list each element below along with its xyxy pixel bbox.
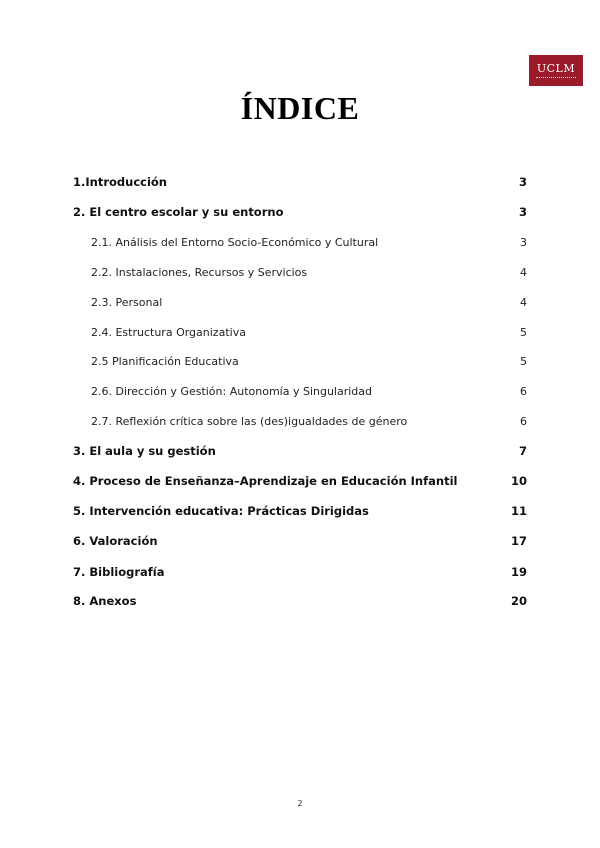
- toc-entry[interactable]: [73, 472, 527, 490]
- toc-page: 6: [520, 414, 527, 428]
- toc-page: 20: [510, 594, 527, 608]
- toc-page: 10: [510, 474, 527, 488]
- toc-label: 2.2. Instalaciones, Recursos y Servicios: [91, 265, 308, 279]
- toc-page: 7: [518, 444, 527, 458]
- toc-entry[interactable]: [73, 173, 527, 191]
- toc-entry[interactable]: [91, 382, 527, 400]
- toc-page: 19: [510, 565, 527, 579]
- toc-page: 6: [520, 384, 527, 398]
- toc-page: 5: [520, 354, 527, 368]
- toc-label: 6. Valoración: [73, 534, 158, 548]
- toc-page: 3: [518, 175, 527, 189]
- toc-label: 2.1. Análisis del Entorno Socio-Económico y Cultural: [91, 235, 379, 249]
- toc-label: 2. El centro escolar y su entorno: [73, 205, 284, 219]
- toc-label: 1.Introducción: [73, 175, 167, 189]
- toc-entry[interactable]: [91, 352, 527, 370]
- toc-page: 11: [510, 504, 527, 518]
- toc-page: 5: [520, 325, 527, 339]
- toc-label: 7. Bibliografía: [73, 565, 165, 579]
- toc-entry[interactable]: [73, 203, 527, 221]
- toc-label: 3. El aula y su gestión: [73, 444, 216, 458]
- toc-label: 2.6. Dirección y Gestión: Autonomía y Singularidad: [91, 384, 373, 398]
- page-title: ÍNDICE: [240, 90, 360, 126]
- toc-page: 17: [510, 534, 527, 548]
- toc-page: 3: [520, 235, 527, 249]
- toc-entry[interactable]: [73, 563, 527, 581]
- toc-label: 2.5 Planificación Educativa: [91, 354, 239, 368]
- uclm-logo: [529, 55, 583, 86]
- page-number: 2: [297, 799, 303, 808]
- toc-entry[interactable]: [91, 323, 527, 341]
- toc-entry[interactable]: [73, 532, 527, 550]
- toc-entry[interactable]: [91, 412, 527, 430]
- toc-label: 2.3. Personal: [91, 295, 163, 309]
- toc-label: 2.4. Estructura Organizativa: [91, 325, 246, 339]
- logo-subline: [536, 77, 576, 79]
- toc-entry[interactable]: [73, 442, 527, 460]
- logo-text: UCLM: [536, 61, 576, 75]
- toc-label: 4. Proceso de Enseñanza–Aprendizaje en Educación Infantil: [73, 474, 458, 488]
- toc-label: 8. Anexos: [73, 594, 137, 608]
- toc-entry[interactable]: [91, 293, 527, 311]
- toc-page: 3: [518, 205, 527, 219]
- toc-page: 4: [520, 265, 527, 279]
- toc-entry[interactable]: [91, 263, 527, 281]
- toc-label: 5. Intervención educativa: Prácticas Dirigidas: [73, 504, 369, 518]
- toc-entry[interactable]: [91, 233, 527, 251]
- toc-entry[interactable]: [73, 592, 527, 610]
- toc-entry[interactable]: [73, 502, 527, 520]
- toc-label: 2.7. Reflexión crítica sobre las (des)igualdades de género: [91, 414, 408, 428]
- toc-page: 4: [520, 295, 527, 309]
